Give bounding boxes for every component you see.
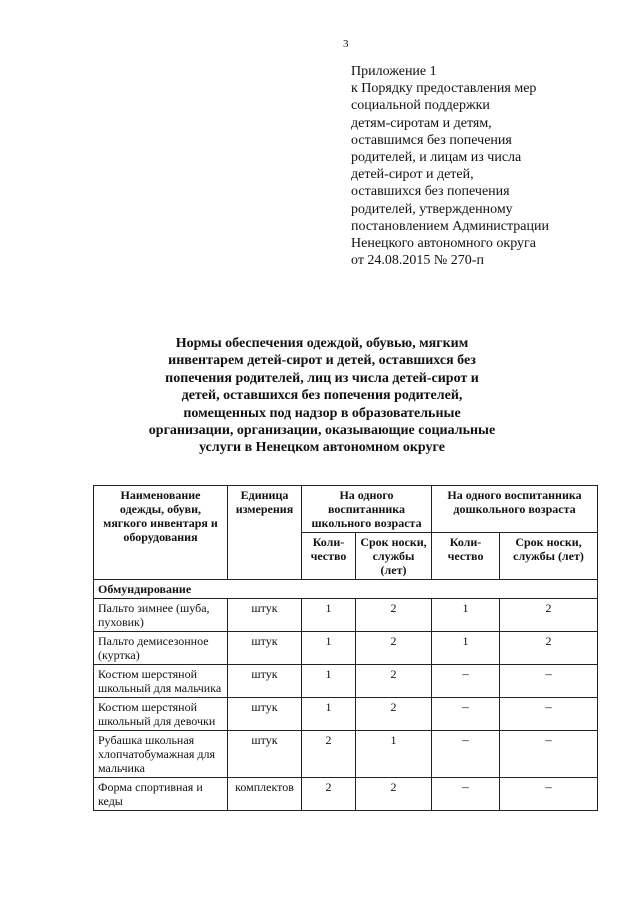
cell-preschool-qty: – — [432, 665, 500, 698]
table-row — [94, 632, 598, 665]
cell-school-term: 2 — [356, 632, 432, 665]
appendix-line: родителей, утвержденному — [351, 201, 513, 217]
cell-unit: штук — [228, 632, 302, 665]
cell-school-term: 2 — [356, 778, 432, 811]
cell-name: Рубашка школьная хлопчатобумажная для мальчика — [94, 731, 228, 778]
cell-preschool-term: – — [500, 665, 598, 698]
table-row — [94, 698, 598, 731]
cell-school-qty: 1 — [302, 698, 356, 731]
cell-school-qty: 1 — [302, 599, 356, 632]
cell-preschool-qty: 1 — [432, 632, 500, 665]
cell-school-qty: 1 — [302, 632, 356, 665]
appendix-line: оставшимся без попечения — [351, 132, 512, 148]
header-name: Наименование одежды, обуви, мягкого инвентаря и оборудования — [94, 486, 228, 580]
header-school-term: Срок носки, службы (лет) — [356, 533, 432, 580]
appendix-block — [351, 63, 631, 269]
cell-preschool-qty: 1 — [432, 599, 500, 632]
cell-preschool-term: – — [500, 698, 598, 731]
header-unit: Единица измерения — [228, 486, 302, 580]
header-preschool-term: Срок носки, службы (лет) — [500, 533, 598, 580]
cell-unit: штук — [228, 599, 302, 632]
cell-unit: комплектов — [228, 778, 302, 811]
appendix-line: детям-сиротам и детям, — [351, 115, 492, 131]
appendix-line: постановлением Администрации — [351, 218, 549, 234]
header-preschool: На одного воспитанника дошкольного возраста — [432, 486, 598, 533]
cell-unit: штук — [228, 698, 302, 731]
page-number: 3 — [343, 38, 349, 50]
title-line: организации, организации, оказывающие социальные — [148, 423, 496, 439]
cell-school-term: 2 — [356, 698, 432, 731]
cell-preschool-qty: – — [432, 778, 500, 811]
appendix-line: оставшихся без попечения — [351, 184, 510, 200]
cell-preschool-qty: – — [432, 731, 500, 778]
appendix-line: Приложение 1 — [351, 64, 437, 79]
cell-unit: штук — [228, 665, 302, 698]
cell-name: Пальто зимнее (шуба, пуховик) — [94, 599, 228, 632]
header-school-qty: Коли-чество — [302, 533, 356, 580]
section-title: Обмундирование — [94, 580, 598, 599]
title-line: помещенных под надзор в образовательные — [183, 405, 461, 421]
cell-name: Пальто демисезонное (куртка) — [94, 632, 228, 665]
table-row — [94, 599, 598, 632]
appendix-line: родителей, и лицам из числа — [351, 150, 522, 166]
cell-preschool-qty: – — [432, 698, 500, 731]
appendix-line: к Порядку предоставления мер — [351, 81, 537, 97]
appendix-line: детей-сирот и детей, — [351, 167, 474, 183]
table-row — [94, 731, 598, 778]
cell-school-term: 2 — [356, 665, 432, 698]
cell-name: Форма спортивная и кеды — [94, 778, 228, 811]
cell-school-term: 1 — [356, 731, 432, 778]
cell-preschool-term: – — [500, 731, 598, 778]
appendix-line: от 24.08.2015 № 270-п — [351, 253, 484, 269]
cell-school-qty: 1 — [302, 665, 356, 698]
table-row — [94, 778, 598, 811]
document-title — [110, 335, 534, 457]
table-row — [94, 665, 598, 698]
title-line: детей, оставшихся без попечения родителей, — [181, 388, 463, 404]
title-line: инвентарем детей-сирот и детей, оставшихся без — [168, 353, 476, 369]
cell-unit: штук — [228, 731, 302, 778]
section-row — [94, 580, 598, 599]
title-line: Нормы обеспечения одеждой, обувью, мягким — [175, 336, 469, 351]
cell-preschool-term: – — [500, 778, 598, 811]
cell-name: Костюм шерстяной школьный для девочки — [94, 698, 228, 731]
norms-table — [93, 485, 598, 811]
header-school: На одного воспитанника школьного возраста — [302, 486, 432, 533]
cell-preschool-term: 2 — [500, 632, 598, 665]
appendix-line: социальной поддержки — [351, 98, 490, 114]
cell-name: Костюм шерстяной школьный для мальчика — [94, 665, 228, 698]
title-line: услуги в Ненецком автономном округе — [199, 440, 445, 456]
cell-school-qty: 2 — [302, 731, 356, 778]
header-preschool-qty: Коли-чество — [432, 533, 500, 580]
table-header-row — [94, 486, 598, 533]
title-line: попечения родителей, лиц из числа детей-сирот и — [165, 370, 479, 386]
cell-preschool-term: 2 — [500, 599, 598, 632]
cell-school-qty: 2 — [302, 778, 356, 811]
appendix-line: Ненецкого автономного округа — [351, 236, 536, 252]
cell-school-term: 2 — [356, 599, 432, 632]
